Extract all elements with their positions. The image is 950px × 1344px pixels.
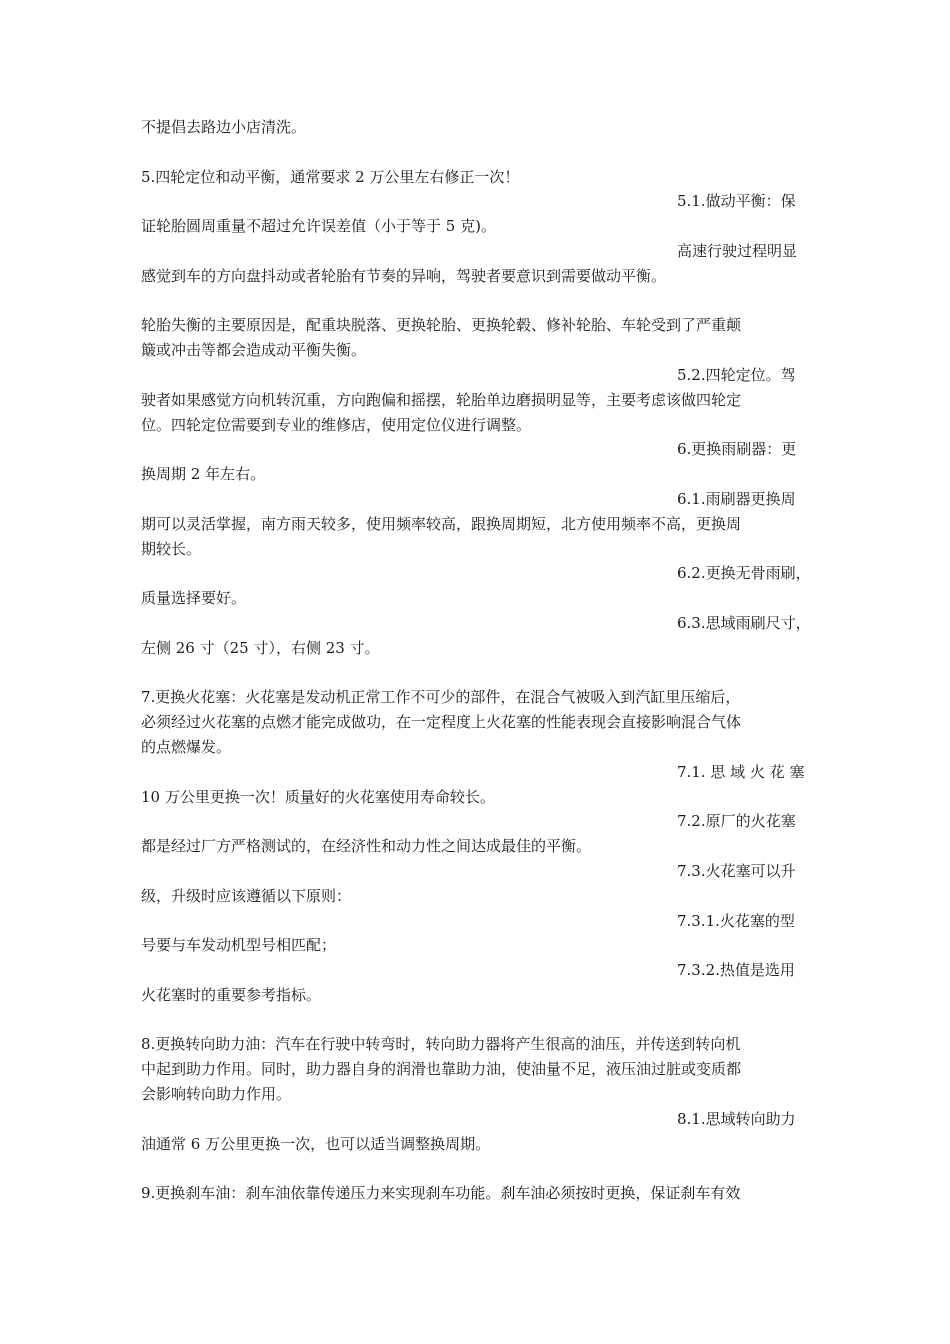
indented-text-line: 7.1. 思 域 火 花 塞: [677, 762, 805, 781]
text-line: 级，升级时应该遵循以下原则：: [141, 886, 352, 905]
text-line: 必须经过火花塞的点燃才能完成做功，在一定程度上火花塞的性能表现会直接影响混合气体: [141, 713, 742, 732]
indented-text-line: 7.3.火花塞可以升: [677, 861, 796, 880]
text-line: 簸或冲击等都会造成动平衡失衡。: [141, 341, 367, 360]
document-body: [141, 115, 811, 1206]
indented-text-line: 7.3.2.热值是选用: [677, 961, 795, 980]
text-line: 号要与车发动机型号相匹配；: [141, 936, 337, 955]
text-line: 感觉到车的方向盘抖动或者轮胎有节奏的异响，驾驶者要意识到需要做动平衡。: [141, 266, 667, 285]
blank-line: [141, 1008, 811, 1033]
text-line: 驶者如果感觉方向机转沉重，方向跑偏和摇摆，轮胎单边磨损明显等，主要考虑该做四轮定: [141, 390, 742, 409]
text-line: 中起到助力作用。同时，助力器自身的润滑也靠助力油，使油量不足，液压油过脏或变质都: [141, 1060, 742, 1079]
indented-text-line: 高速行驶过程明显: [677, 241, 798, 260]
indented-text-line: 5.2.四轮定位。驾: [677, 365, 796, 384]
text-line: 换周期 2 年左右。: [141, 465, 266, 484]
text-line: 7.更换火花塞：火花塞是发动机正常工作不可少的部件，在混合气被吸入到汽缸里压缩后，: [141, 688, 741, 707]
indented-text-line: 8.1.思域转向助力: [677, 1109, 796, 1128]
indented-text-line: 6.1.雨刷器更换周: [677, 489, 796, 508]
text-line: 轮胎失衡的主要原因是，配重块脱落、更换轮胎、更换轮毂、修补轮胎、车轮受到了严重颠: [141, 316, 742, 335]
indented-text-line: 6.3.思域雨刷尺寸，: [677, 613, 811, 632]
text-line: 期可以灵活掌握，南方雨天较多，使用频率较高，跟换周期短，北方使用频率不高，更换周: [141, 514, 742, 533]
text-line: 不提倡去路边小店清洗。: [141, 118, 307, 136]
blank-line: [141, 661, 811, 686]
text-line: 10 万公里更换一次！质量好的火花塞使用寿命较长。: [141, 787, 495, 806]
indented-text-line: 5.1.做动平衡：保: [677, 192, 796, 211]
indented-text-line: 6.更换雨刷器：更: [677, 440, 797, 459]
indented-text-line: 7.3.1.火花塞的型: [677, 911, 795, 930]
text-line: 证轮胎圆周重量不超过允许误差值（小于等于 5 克)。: [141, 217, 496, 236]
text-line: 左侧 26 寸（25 寸），右侧 23 寸。: [141, 638, 380, 657]
text-line: 火花塞时的重要参考指标。: [141, 985, 322, 1004]
blank-line: [141, 289, 811, 314]
text-line: 5.四轮定位和动平衡，通常要求 2 万公里左右修正一次！: [141, 167, 520, 186]
text-line: 的点燃爆发。: [141, 737, 232, 756]
text-line: 都是经过厂方严格测试的，在经济性和动力性之间达成最佳的平衡。: [141, 837, 592, 856]
blank-line: [141, 140, 811, 165]
text-line: 期较长。: [141, 539, 202, 558]
indented-text-line: 6.2.更换无骨雨刷，: [677, 564, 811, 583]
text-line: 8.更换转向助力油：汽车在行驶中转弯时，转向助力器将产生很高的油压，并传送到转向机: [141, 1035, 741, 1054]
text-line: 油通常 6 万公里更换一次，也可以适当调整换周期。: [141, 1134, 491, 1153]
text-line: 位。四轮定位需要到专业的维修店，使用定位仪进行调整。: [141, 415, 532, 434]
blank-line: [141, 1156, 811, 1181]
text-line: 会影响转向助力作用。: [141, 1085, 292, 1104]
text-line: 质量选择要好。: [141, 589, 247, 608]
text-line: 9.更换刹车油：刹车油依靠传递压力来实现刹车功能。刹车油必须按时更换，保证刹车有效: [141, 1184, 741, 1203]
indented-text-line: 7.2.原厂的火花塞: [677, 812, 796, 831]
